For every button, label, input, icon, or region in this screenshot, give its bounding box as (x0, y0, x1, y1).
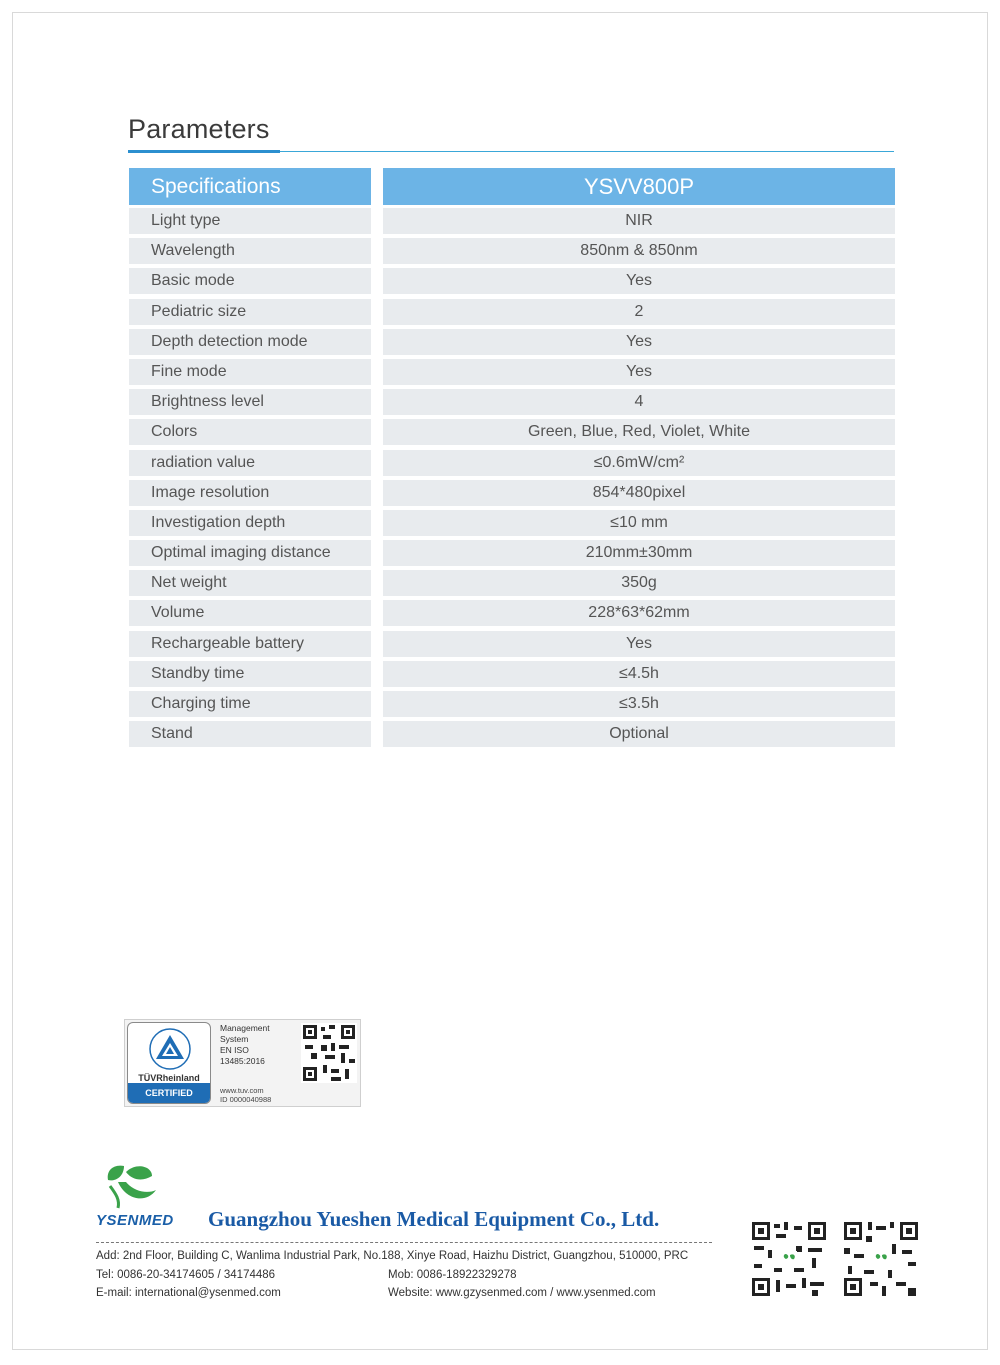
row-label: Standby time (129, 661, 371, 687)
cert-url-block (220, 1086, 271, 1104)
table-row (129, 600, 895, 626)
row-value: ≤3.5h (383, 691, 895, 717)
table-row (129, 329, 895, 355)
header-label: Specifications (129, 168, 371, 205)
row-label: Net weight (129, 570, 371, 596)
company-address: Add: 2nd Floor, Building C, Wanlima Industrial Park, No.188, Xinye Road, Haizhu District, Guangzhou, 510000, PRC (96, 1250, 689, 1262)
row-value: 854*480pixel (383, 480, 895, 506)
spec-table-header (129, 168, 895, 205)
row-value: ≤4.5h (383, 661, 895, 687)
spec-table (129, 168, 895, 751)
table-row (129, 419, 895, 445)
qr-code-icon (842, 1220, 920, 1298)
cert-url: www.tuv.com (220, 1086, 264, 1095)
row-label: Basic mode (129, 268, 371, 294)
table-row (129, 721, 895, 747)
table-row (129, 691, 895, 717)
row-label: Light type (129, 208, 371, 234)
row-label: Rechargeable battery (129, 631, 371, 657)
row-label: Investigation depth (129, 510, 371, 536)
footer-divider (96, 1242, 712, 1243)
table-row (129, 510, 895, 536)
cert-description (220, 1023, 270, 1067)
cert-brand: TÜVRheinland (138, 1073, 200, 1083)
row-label: Wavelength (129, 238, 371, 264)
table-row (129, 299, 895, 325)
table-row (129, 570, 895, 596)
cert-id: ID 0000040988 (220, 1095, 272, 1104)
table-row (129, 631, 895, 657)
row-value: Yes (383, 631, 895, 657)
cert-line: System (220, 1034, 249, 1044)
row-label: Depth detection mode (129, 329, 371, 355)
row-value: Yes (383, 329, 895, 355)
table-row (129, 268, 895, 294)
row-label: Pediatric size (129, 299, 371, 325)
tuv-triangle-icon (128, 1025, 211, 1075)
row-value: Green, Blue, Red, Violet, White (383, 419, 895, 445)
row-value: 4 (383, 389, 895, 415)
row-value: Yes (383, 268, 895, 294)
cert-qr-code-icon (301, 1023, 357, 1083)
row-value: NIR (383, 208, 895, 234)
company-tel: Tel: 0086-20-34174605 / 34174486 (96, 1269, 276, 1281)
table-row (129, 359, 895, 385)
row-label: Colors (129, 419, 371, 445)
cert-line: EN ISO (220, 1045, 249, 1055)
certification-box (124, 1019, 361, 1107)
company-email: E-mail: international@ysenmed.com (96, 1287, 281, 1299)
company-website: Website: www.gzysenmed.com / www.ysenmed.com (388, 1287, 656, 1299)
row-label: Charging time (129, 691, 371, 717)
row-label: Fine mode (129, 359, 371, 385)
tuv-badge (127, 1022, 211, 1104)
cert-certified-label: CERTIFIED (128, 1083, 210, 1103)
row-label: Optimal imaging distance (129, 540, 371, 566)
row-label: Volume (129, 600, 371, 626)
row-value: Yes (383, 359, 895, 385)
row-label: Stand (129, 721, 371, 747)
ysenmed-logo-text: YSENMED (96, 1212, 174, 1229)
company-mobile: Mob: 0086-18922329278 (388, 1269, 517, 1281)
company-name: Guangzhou Yueshen Medical Equipment Co., Ltd. (208, 1207, 660, 1231)
row-value: 2 (383, 299, 895, 325)
row-value: Optional (383, 721, 895, 747)
qr-code-icon (750, 1220, 828, 1298)
section-title: Parameters (128, 114, 270, 144)
table-row (129, 661, 895, 687)
table-row (129, 238, 895, 264)
header-model: YSVV800P (383, 168, 895, 205)
cert-line: 13485:2016 (220, 1056, 265, 1066)
table-row (129, 389, 895, 415)
table-row (129, 540, 895, 566)
table-row (129, 208, 895, 234)
title-rule-accent (128, 150, 280, 153)
row-label: radiation value (129, 450, 371, 476)
cert-line: Management (220, 1023, 270, 1033)
row-label: Image resolution (129, 480, 371, 506)
table-row (129, 450, 895, 476)
row-value: 350g (383, 570, 895, 596)
row-value: 210mm±30mm (383, 540, 895, 566)
row-value: ≤10 mm (383, 510, 895, 536)
table-row (129, 480, 895, 506)
row-value: ≤0.6mW/cm² (383, 450, 895, 476)
row-value: 228*63*62mm (383, 600, 895, 626)
row-label: Brightness level (129, 389, 371, 415)
row-value: 850nm & 850nm (383, 238, 895, 264)
